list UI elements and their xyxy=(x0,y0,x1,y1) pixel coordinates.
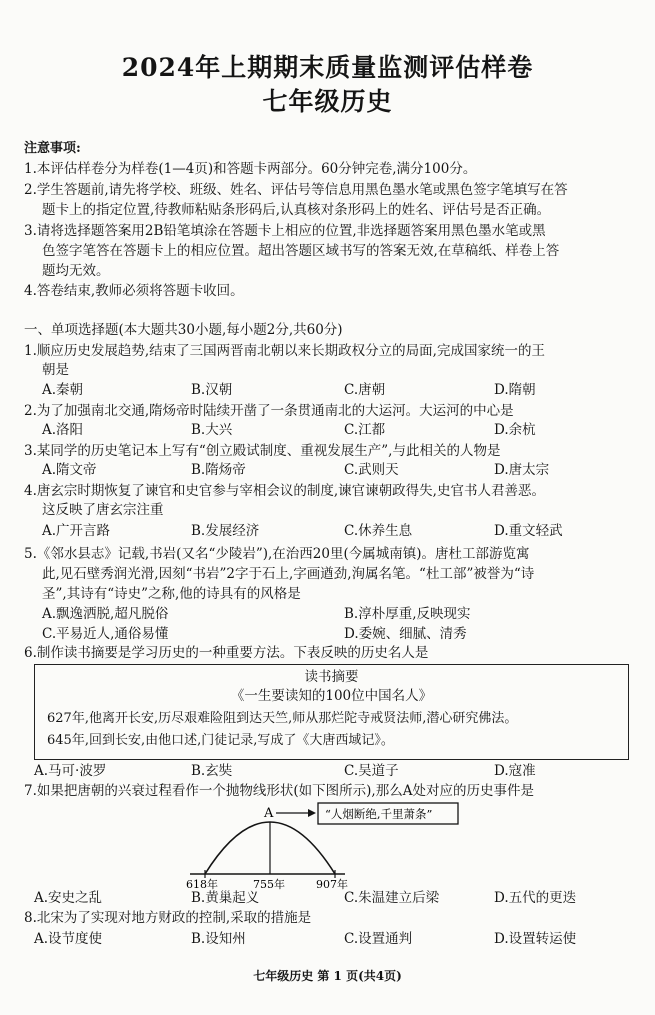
option-d: D.唐太宗 xyxy=(494,462,550,478)
question-text: 5.《邻水县志》记载,书岩(又名“少陵岩”),在治西20里(今属城南镇)。唐杜工部游览寓 xyxy=(24,546,530,562)
box-text: 645年,回到长安,由他口述,门徒记录,写成了《大唐西域记》。 xyxy=(47,733,394,748)
option-d: D.五代的更迭 xyxy=(494,890,577,906)
option-d: D.委婉、细腻、清秀 xyxy=(344,626,467,642)
question-text: 2.为了加强南北交通,隋炀帝时陆续开凿了一条贯通南北的大运河。大运河的中心是 xyxy=(24,403,514,419)
option-c: C.朱温建立后梁 xyxy=(344,890,440,906)
page-footer: 七年级历史 第 1 页(共4页) xyxy=(253,969,402,983)
question-text: 朝是 xyxy=(42,362,69,378)
question-text: 7.如果把唐朝的兴衰过程看作一个抛物线形状(如下图所示),那么A处对应的历史事件是 xyxy=(24,783,534,799)
section-heading: 一、单项选择题(本大题共30小题,每小题2分,共60分) xyxy=(24,322,343,338)
option-d: D.设置转运使 xyxy=(494,931,577,947)
quote-text: “人烟断绝,千里萧条” xyxy=(325,807,433,821)
option-d: D.重文轻武 xyxy=(494,523,563,539)
note-line: 4.答卷结束,教师必须将答题卡收回。 xyxy=(24,283,244,299)
option-b: B.黄巢起义 xyxy=(191,890,260,906)
option-a: A.马可·波罗 xyxy=(34,763,107,779)
question-text: 8.北宋为了实现对地方财政的控制,采取的措施是 xyxy=(24,910,312,926)
option-d: D.隋朝 xyxy=(494,382,536,398)
option-a: A.设节度使 xyxy=(34,931,103,947)
option-b: B.发展经济 xyxy=(191,523,260,539)
option-a: A.飘逸洒脱,超凡脱俗 xyxy=(42,606,169,622)
option-c: C.唐朝 xyxy=(344,382,386,398)
option-d: D.余杭 xyxy=(494,422,536,438)
point-a-label: A xyxy=(264,806,274,821)
question-text: 6.制作读书摘要是学习历史的一种重要方法。下表反映的历史名人是 xyxy=(24,645,429,661)
note-line: 3.请将选择题答案用2B铅笔填涂在答题卡上相应的位置,非选择题答案用黑色墨水笔或黑 xyxy=(24,223,546,239)
option-c: C.吴道子 xyxy=(344,763,399,779)
note-line: 色签字笔答在答题卡上的相应位置。超出答题区域书写的答案无效,在草稿纸、样卷上答 xyxy=(42,243,560,259)
year-label: 907年 xyxy=(316,878,348,890)
question-text: 4.唐玄宗时期恢复了谏官和史官参与宰相会议的制度,谏官谏朝政得失,史官书人君善恶。 xyxy=(24,483,545,499)
note-line: 1.本评估样卷分为样卷(1—4页)和答题卡两部分。60分钟完卷,满分100分。 xyxy=(24,161,477,177)
option-d: D.寇准 xyxy=(494,763,536,779)
exam-subtitle: 七年级历史 xyxy=(262,87,393,116)
option-a: A.洛阳 xyxy=(42,422,84,438)
year-label: 755年 xyxy=(253,878,285,890)
option-c: C.江都 xyxy=(344,422,386,438)
question-text: 此,见石壁秀润光滑,因刻“书岩”2字于石上,字画遒劲,洵属名笔。“杜工部”被誉为“诗 xyxy=(42,566,535,582)
option-b: B.玄奘 xyxy=(191,763,233,779)
option-c: C.武则天 xyxy=(344,462,399,478)
question-text: 圣”,其诗有“诗史”之称,他的诗具有的风格是 xyxy=(42,586,301,602)
question-text: 3.某同学的历史笔记本上写有“创立殿试制度、重视发展生产”,与此相关的人物是 xyxy=(24,443,501,459)
option-a: A.安史之乱 xyxy=(34,890,103,906)
option-b: B.设知州 xyxy=(191,931,246,947)
question-text: 1.顺应历史发展趋势,结束了三国两晋南北朝以来长期政权分立的局面,完成国家统一的王 xyxy=(24,343,545,359)
option-c: C.平易近人,通俗易懂 xyxy=(42,626,169,642)
box-title: 读书摘要 xyxy=(304,669,359,685)
tang-rise-fall-diagram xyxy=(180,800,480,890)
option-a: A.秦朝 xyxy=(42,382,84,398)
option-a: A.广开言路 xyxy=(42,523,111,539)
note-line: 2.学生答题前,请先将学校、班级、姓名、评估号等信息用黑色墨水笔或黑色签字笔填写在答 xyxy=(24,182,568,198)
question-text: 这反映了唐玄宗注重 xyxy=(42,502,164,518)
note-line: 题均无效。 xyxy=(42,263,110,279)
option-b: B.汉朝 xyxy=(191,382,233,398)
exam-title: 2024年上期期末质量监测评估样卷 xyxy=(121,53,534,82)
year-label: 618年 xyxy=(186,878,218,890)
option-b: B.淳朴厚重,反映现实 xyxy=(344,606,471,622)
note-line: 题卡上的指定位置,待教师粘贴条形码后,认真核对条形码上的姓名、评估号是否正确。 xyxy=(42,202,551,218)
option-a: A.隋文帝 xyxy=(42,462,97,478)
reading-summary-box xyxy=(34,664,629,760)
option-b: B.大兴 xyxy=(191,422,233,438)
box-text: 627年,他离开长安,历尽艰难险阻到达天竺,师从那烂陀寺戒贤法师,潜心研究佛法。 xyxy=(47,711,518,726)
option-b: B.隋炀帝 xyxy=(191,462,246,478)
option-c: C.设置通判 xyxy=(344,931,413,947)
notes-heading: 注意事项: xyxy=(24,141,81,156)
box-book-title: 《一生要读知的100位中国名人》 xyxy=(230,688,433,704)
arrow-head xyxy=(308,809,316,817)
option-c: C.休养生息 xyxy=(344,523,413,539)
